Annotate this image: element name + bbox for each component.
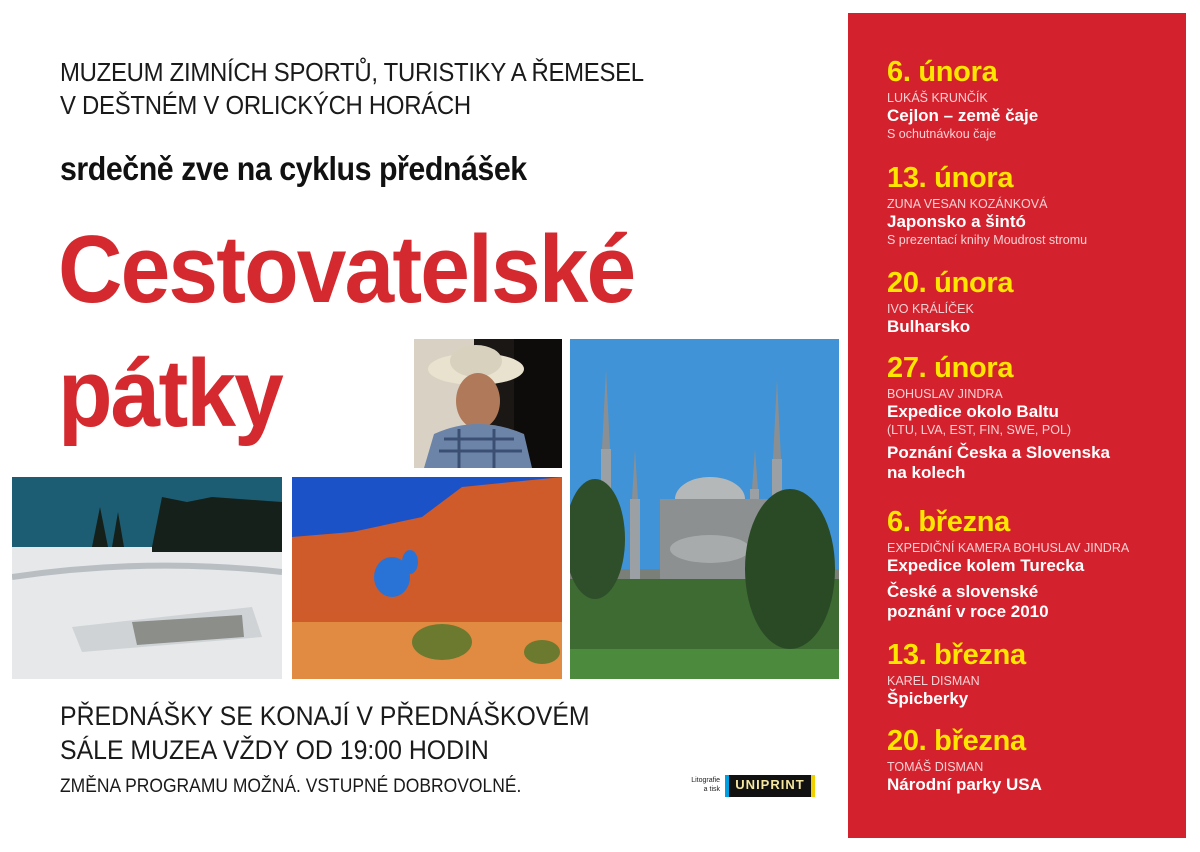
event-6 bbox=[887, 640, 1026, 709]
event-2 bbox=[887, 163, 1087, 249]
printer-logo: UNIPRINT bbox=[725, 775, 815, 797]
title-line2: pátky bbox=[58, 340, 282, 447]
printer-label: Litografie a tisk bbox=[691, 777, 720, 793]
event-date: 20. března bbox=[887, 725, 1026, 757]
event-talk: Poznání Česka a Slovenska bbox=[887, 443, 1110, 462]
event-note: S ochutnávkou čaje bbox=[887, 127, 997, 141]
event-talk: Japonsko a šintó bbox=[887, 212, 1026, 231]
event-5 bbox=[887, 507, 1129, 622]
event-talk: Expedice okolo Baltu bbox=[887, 402, 1059, 421]
venue-line1: PŘEDNÁŠKY SE KONAJÍ V PŘEDNÁŠKOVÉM bbox=[60, 701, 590, 731]
invitation-text: srdečně zve na cyklus přednášek bbox=[60, 150, 527, 187]
schedule-panel bbox=[848, 13, 1186, 838]
photo-double-arch bbox=[292, 477, 562, 679]
photo-old-man bbox=[414, 339, 562, 468]
event-talk: Národní parky USA bbox=[887, 775, 1042, 794]
event-date: 6. února bbox=[887, 56, 998, 88]
event-1 bbox=[887, 57, 1038, 143]
photo-pamukkale bbox=[12, 477, 282, 679]
event-speaker: BOHUSLAV JINDRA bbox=[887, 387, 1003, 401]
event-note: (LTU, LVA, EST, FIN, SWE, POL) bbox=[887, 423, 1072, 437]
program-note: ZMĚNA PROGRAMU MOŽNÁ. VSTUPNÉ DOBROVOLNÉ. bbox=[60, 776, 522, 797]
event-speaker: TOMÁŠ DISMAN bbox=[887, 760, 984, 774]
event-talk: Špicberky bbox=[887, 689, 969, 708]
event-note: S prezentací knihy Moudrost stromu bbox=[887, 233, 1088, 247]
venue-line2: SÁLE MUZEA VŽDY OD 19:00 HODIN bbox=[60, 735, 489, 765]
event-speaker: KAREL DISMAN bbox=[887, 674, 980, 688]
event-4 bbox=[887, 353, 1110, 483]
event-date: 13. února bbox=[887, 162, 1014, 194]
event-speaker: ZUNA VESAN KOZÁNKOVÁ bbox=[887, 197, 1048, 211]
photo-blue-mosque bbox=[570, 339, 839, 679]
event-talk: na kolech bbox=[887, 463, 966, 482]
event-speaker: LUKÁŠ KRUNČÍK bbox=[887, 91, 988, 105]
title-line1: Cestovatelské bbox=[58, 216, 635, 323]
event-speaker: IVO KRÁLÍČEK bbox=[887, 302, 974, 316]
event-talk: Expedice kolem Turecka bbox=[887, 556, 1085, 575]
event-date: 20. února bbox=[887, 267, 1014, 299]
event-date: 13. března bbox=[887, 639, 1026, 671]
museum-name-line1: MUZEUM ZIMNÍCH SPORTŮ, TURISTIKY A ŘEMESEL bbox=[60, 57, 644, 87]
event-speaker: EXPEDIČNÍ KAMERA BOHUSLAV JINDRA bbox=[887, 541, 1130, 555]
event-talk: poznání v roce 2010 bbox=[887, 602, 1049, 621]
event-date: 27. února bbox=[887, 352, 1014, 384]
event-7 bbox=[887, 726, 1042, 795]
event-date: 6. března bbox=[887, 506, 1011, 538]
museum-name-line2: V DEŠTNÉM V ORLICKÝCH HORÁCH bbox=[60, 90, 471, 120]
event-talk: Cejlon – země čaje bbox=[887, 106, 1039, 125]
event-talk: Bulharsko bbox=[887, 317, 971, 336]
event-3 bbox=[887, 268, 1013, 337]
event-talk: České a slovenské bbox=[887, 582, 1039, 601]
